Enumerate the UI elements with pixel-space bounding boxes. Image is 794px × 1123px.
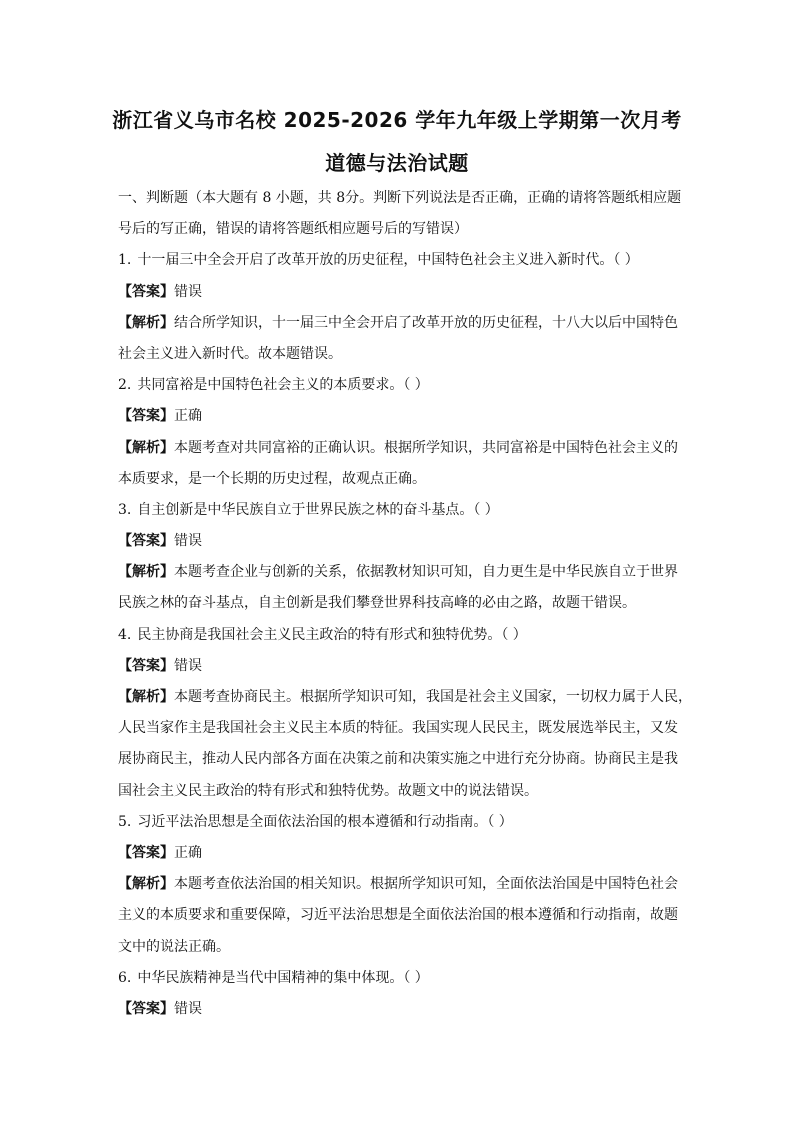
analysis-line: 国社会主义民主政治的特有形式和独特优势。故题文中的说法错误。 <box>118 782 538 799</box>
document-title: 浙江省义乌市名校 2025-2026 学年九年级上学期第一次月考 <box>112 108 682 132</box>
section-heading-line: 号后的写正确，错误的请将答题纸相应题号后的写错误） <box>118 221 468 238</box>
answer-label: 【答案】 <box>118 844 174 861</box>
analysis-line: 本质要求，是一个长期的历史过程，故观点正确。 <box>118 470 426 487</box>
analysis-text: 本题考查依法治国的相关知识。根据所学知识可知，全面依法治国是中国特色社会 <box>174 876 678 893</box>
answer-value: 错误 <box>174 283 202 300</box>
analysis-line: 主义的本质要求和重要保障，习近平法治思想是全面依法治国的根本遵循和行动指南，故题 <box>118 907 678 924</box>
analysis-3 <box>118 561 676 592</box>
question-5 <box>118 811 676 842</box>
answer-value: 错误 <box>174 657 202 674</box>
question-6 <box>118 967 676 998</box>
question-text: 中华民族精神是当代中国精神的集中体现。（ ） <box>137 969 429 986</box>
analysis-line: 人民当家作主是我国社会主义民主本质的特征。我国实现人民民主，既发展选举民主，又发 <box>118 720 678 737</box>
question-number: 4. <box>118 626 132 643</box>
question-text: 十一届三中全会开启了改革开放的历史征程，中国特色社会主义进入新时代。（ ） <box>137 252 639 269</box>
analysis-text: 本题考查协商民主。根据所学知识可知，我国是社会主义国家，一切权力属于人民， <box>174 689 692 705</box>
answer-5 <box>118 842 676 873</box>
question-number: 3. <box>118 501 132 518</box>
question-text: 自主创新是中华民族自立于世界民族之林的奋斗基点。（ ） <box>137 501 499 518</box>
analysis-line: 展协商民主，推动人民内部各方面在决策之前和决策实施之中进行充分协商。协商民主是我 <box>118 751 678 768</box>
analysis-text: 结合所学知识，十一届三中全会开启了改革开放的历史征程，十八大以后中国特色 <box>174 314 678 331</box>
analysis-label: 【解析】 <box>118 439 174 456</box>
answer-label: 【答案】 <box>118 657 174 674</box>
question-3 <box>118 499 676 530</box>
question-4 <box>118 624 676 655</box>
question-text: 习近平法治思想是全面依法治国的根本遵循和行动指南。（ ） <box>137 813 513 830</box>
analysis-label: 【解析】 <box>118 876 174 893</box>
question-number: 6. <box>118 969 132 986</box>
answer-value: 正确 <box>174 844 202 861</box>
section-heading-line: 一、判断题（本大题有 8 小题，共 8分。判断下列说法是否正确，正确的请将答题纸相应题 <box>118 190 682 206</box>
answer-6 <box>118 998 676 1029</box>
analysis-label: 【解析】 <box>118 314 174 331</box>
analysis-label: 【解析】 <box>118 689 174 705</box>
question-number: 2. <box>118 377 132 394</box>
question-text: 共同富裕是中国特色社会主义的本质要求。（ ） <box>137 377 429 394</box>
question-number: 5. <box>118 813 132 830</box>
analysis-line: 民族之林的奋斗基点，自主创新是我们攀登世界科技高峰的必由之路，故题干错误。 <box>118 595 636 612</box>
question-2 <box>118 374 676 405</box>
analysis-5 <box>118 873 676 904</box>
document-body <box>118 187 692 1029</box>
answer-label: 【答案】 <box>118 408 174 425</box>
question-text: 民主协商是我国社会主义民主政治的特有形式和独特优势。（ ） <box>137 626 527 643</box>
analysis-2 <box>118 437 676 468</box>
answer-3 <box>118 530 676 561</box>
answer-value: 错误 <box>174 533 202 550</box>
answer-value: 正确 <box>174 408 202 425</box>
answer-value: 错误 <box>174 1000 202 1017</box>
analysis-line: 文中的说法正确。 <box>118 938 230 955</box>
answer-label: 【答案】 <box>118 533 174 550</box>
analysis-4 <box>118 686 692 717</box>
answer-1 <box>118 281 676 312</box>
question-number: 1. <box>118 252 132 269</box>
analysis-text: 本题考查企业与创新的关系，依据教材知识可知，自力更生是中华民族自立于世界 <box>174 564 678 581</box>
analysis-line: 社会主义进入新时代。故本题错误。 <box>118 345 342 362</box>
answer-label: 【答案】 <box>118 1000 174 1017</box>
answer-2 <box>118 405 676 436</box>
analysis-1 <box>118 312 676 343</box>
answer-label: 【答案】 <box>118 283 174 300</box>
analysis-text: 本题考查对共同富裕的正确认识。根据所学知识，共同富裕是中国特色社会主义的 <box>174 439 678 456</box>
document-subtitle: 道德与法治试题 <box>325 151 469 175</box>
answer-4 <box>118 655 676 686</box>
question-1 <box>118 249 676 280</box>
analysis-label: 【解析】 <box>118 564 174 581</box>
